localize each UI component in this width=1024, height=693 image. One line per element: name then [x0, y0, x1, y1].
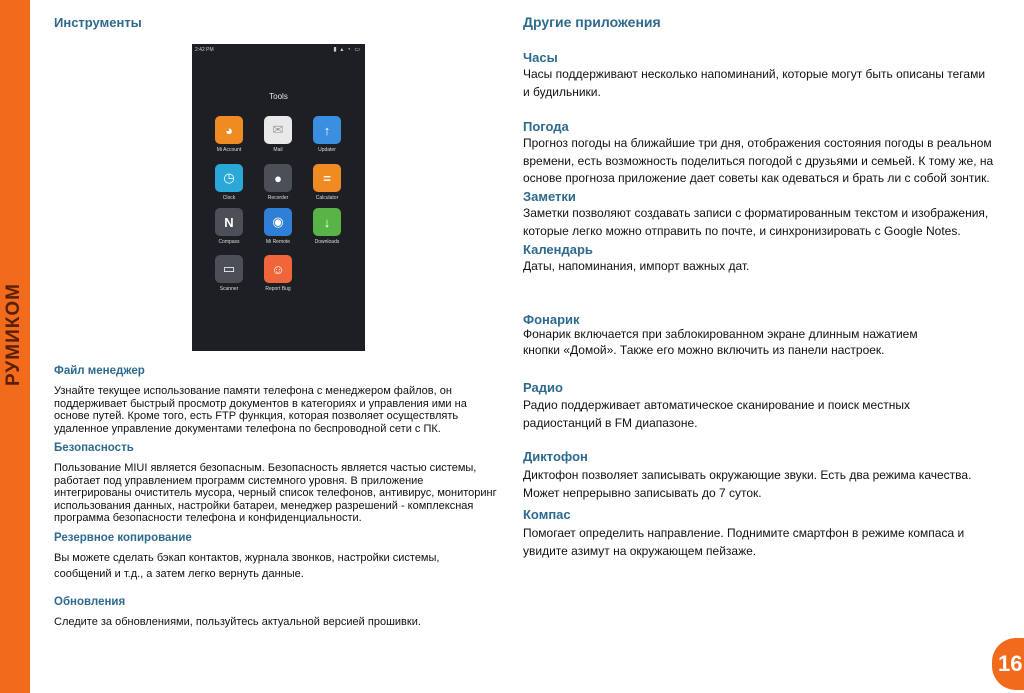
text-line: поддерживает быстрый просмотр документов в категориях и управления ими на	[54, 397, 467, 410]
text-line: и будильники.	[523, 84, 601, 99]
status-icons: ▮ ▴ ◔ ▭	[333, 47, 361, 53]
notes-heading: Заметки	[523, 189, 576, 204]
phone-folder-title: Tools	[269, 92, 288, 101]
weather-text	[523, 135, 993, 188]
text-line: увидите азимут на окружающем пейзаже.	[523, 543, 757, 558]
app-label: Recorder	[267, 195, 289, 201]
security-text	[54, 462, 497, 525]
downloads-icon: ↓	[313, 208, 341, 236]
calculator-icon: =	[313, 164, 341, 192]
updates-text	[54, 616, 421, 629]
text-line: радиостанций в FM диапазоне.	[523, 415, 698, 430]
text-line: времени, есть возможность поделиться погодой с друзьями и семьей. К тому же, на	[523, 153, 994, 168]
text-line: Вы можете сделать бэкап контактов, журнала звонков, настройки системы,	[54, 552, 440, 564]
app-mi-remote[interactable]	[253, 208, 303, 252]
report-bug-icon: ☺	[264, 255, 292, 283]
recorder-icon: ●	[264, 164, 292, 192]
phone-time: 2:42 PM	[195, 47, 214, 53]
file-manager-heading: Файл менеджер	[54, 365, 145, 377]
security-heading: Безопасность	[54, 442, 134, 454]
text-line: использования данных, настройки батареи, менеджер разрешений - комплексная	[54, 499, 474, 512]
tools-heading: Инструменты	[54, 15, 142, 30]
app-updater[interactable]	[302, 116, 352, 160]
flashlight-text	[523, 327, 918, 358]
text-line: удаленное управление документами телефона по беспроводной сети с ПК.	[54, 422, 441, 435]
app-label: Scanner	[219, 286, 239, 292]
text-line: Помогает определить направление. Поднимите смартфон в режиме компаса и	[523, 526, 965, 540]
text-line: основе путей. Кроме того, есть FTP функция, которая позволяет осуществлять	[54, 410, 459, 423]
app-label: Mi Account	[216, 147, 242, 153]
page-number: 16	[992, 638, 1024, 690]
recorder-heading: Диктофон	[523, 449, 588, 464]
compass-heading: Компас	[523, 507, 571, 522]
radio-text	[523, 397, 910, 432]
weather-heading: Погода	[523, 119, 569, 134]
calendar-heading: Календарь	[523, 242, 593, 257]
text-line: Диктофон позволяет записывать окружающие звуки. Есть два режима качества.	[523, 468, 972, 482]
app-label: Compass	[218, 239, 240, 245]
phone-screenshot	[192, 44, 365, 351]
app-compass[interactable]	[204, 208, 254, 252]
app-label: Clock	[222, 195, 236, 201]
text-line: интегрированы очиститель мусора, черный список телефонов, антивирус, мониторинг	[54, 487, 497, 500]
mi-account-icon: ◕	[215, 116, 243, 144]
app-report-bug[interactable]	[253, 255, 303, 299]
text-line: Радио поддерживает автоматическое сканирование и поиск местных	[523, 398, 910, 412]
phone-status-bar	[192, 44, 365, 56]
brand-logo-text: РУМИКОМ	[3, 283, 24, 386]
text-line: Фонарик включается при заблокированном экране длинным нажатием	[523, 327, 918, 341]
clock-icon: ◷	[215, 164, 243, 192]
other-apps-heading: Другие приложения	[523, 14, 661, 30]
text-line: Часы поддерживают несколько напоминаний, которые могут быть описаны тегами	[523, 67, 986, 81]
notes-text	[523, 205, 988, 240]
mi-remote-icon: ◉	[264, 208, 292, 236]
app-label: Updater	[318, 147, 336, 153]
app-mi-account[interactable]	[204, 116, 254, 160]
app-label: Calculator	[315, 195, 339, 201]
text-line: Даты, напоминания, импорт важных дат.	[523, 259, 750, 273]
compass-icon: N	[215, 208, 243, 236]
text-line: которые легко можно отправить по почте, и синхронизировать с Google Notes.	[523, 223, 961, 238]
text-line: программа безопасности телефона и конфиденциальности.	[54, 512, 362, 525]
app-downloads[interactable]	[302, 208, 352, 252]
text-line: Прогноз погоды на ближайшие три дня, отображения состояния погоды в реальном	[523, 136, 992, 150]
app-label: Report Bug	[265, 286, 291, 292]
clock-text	[523, 66, 985, 101]
app-label: Mi Remote	[265, 239, 291, 245]
compass-text	[523, 525, 964, 560]
text-line: сообщений и т.д., а затем легко вернуть данные.	[54, 568, 304, 580]
app-calculator[interactable]	[302, 164, 352, 208]
text-line: Может непрерывно записывать до 7 суток.	[523, 485, 762, 500]
flashlight-heading: Фонарик	[523, 312, 580, 327]
text-line: кнопки «Домой». Также его можно включить из панели настроек.	[523, 342, 885, 357]
app-clock[interactable]	[204, 164, 254, 208]
text-line: Заметки позволяют создавать записи с форматированным текстом и изображения,	[523, 206, 989, 220]
text-line: Пользование MIUI является безопасным. Безопасность является частью системы,	[54, 462, 477, 474]
app-mail[interactable]	[253, 116, 303, 160]
updates-heading: Обновления	[54, 596, 126, 608]
clock-heading: Часы	[523, 50, 558, 65]
scanner-icon: ▭	[215, 255, 243, 283]
text-line: Следите за обновлениями, пользуйтесь актуальной версией прошивки.	[54, 616, 421, 628]
app-label: Downloads	[314, 239, 340, 245]
app-scanner[interactable]	[204, 255, 254, 299]
text-line: Узнайте текущее использование памяти телефона с менеджером файлов, он	[54, 385, 452, 397]
mail-icon: ✉	[264, 116, 292, 144]
backup-heading: Резервное копирование	[54, 532, 192, 544]
calendar-text	[523, 258, 749, 276]
radio-heading: Радио	[523, 380, 563, 395]
text-line: работает под управлением программ системного уровня. В приложение	[54, 474, 424, 487]
app-label: Mail	[273, 147, 283, 153]
file-manager-text	[54, 385, 467, 435]
text-line: основе прогноза приложение дает советы как одеваться и брать ли с собой зонтик.	[523, 171, 990, 186]
recorder-text	[523, 467, 971, 502]
updater-icon: ↑	[313, 116, 341, 144]
app-recorder[interactable]	[253, 164, 303, 208]
backup-text	[54, 550, 439, 582]
brand-sidebar	[0, 0, 30, 693]
